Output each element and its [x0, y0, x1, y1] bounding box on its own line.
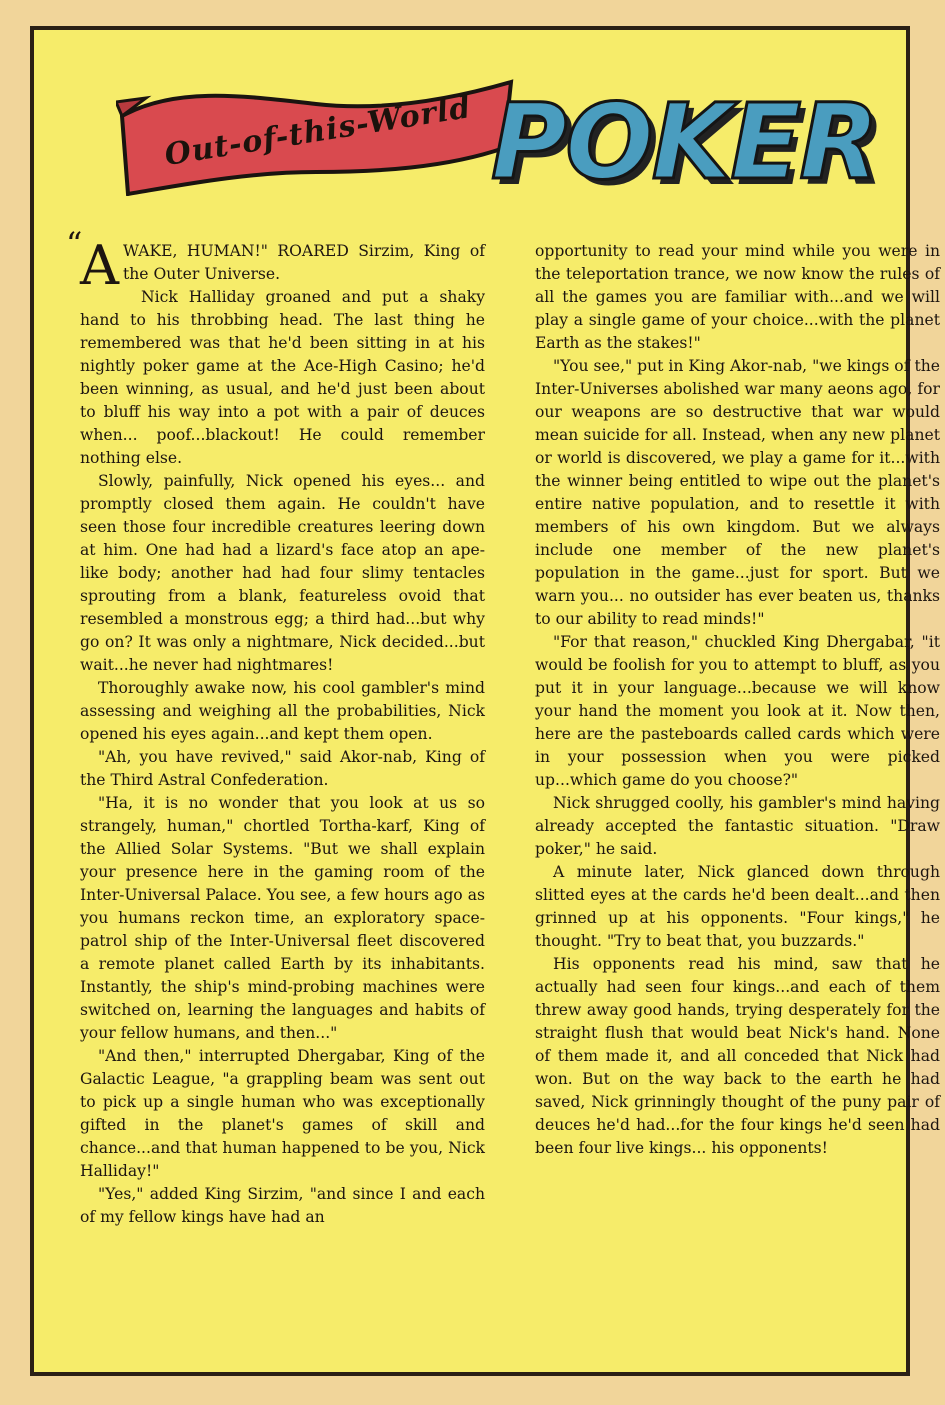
- paragraph-text: Slowly, painfully, Nick opened his eyes... and promptly closed them again. He couldn't have seen those four incredible creatures leering down at him. One had had a lizard's face atop an ape-like body; another had had four slimy tentacles sprouting from a blank, featureless ovoid that resembled a monstrous egg; a third had...but why go on? It was only a nightmare, Nick decided...but wait...he never had nightmares!: [80, 472, 485, 674]
- story-paragraph: [80, 1045, 485, 1183]
- poker-title-text: POKER: [491, 81, 878, 203]
- title-banner: [116, 76, 516, 196]
- paragraph-text: "You see," put in King Akor-nab, "we kings of the Inter-Universes abolished war many aeons ago, for our weapons are so destructive that war would mean suicide for all. Instead, when any new planet or world is discovered, we play a game for it...with the winner being entitled to wipe out the planet's entire native population, and to resettle it with members of his own kingdom. But we always include one member of the new planet's population in the game...just for sport. But we warn you... no outsider has ever beaten us, thanks to our ability to read minds!": [535, 357, 940, 628]
- paragraph-text: "Ah, you have revived," said Akor-nab, King of the Third Astral Confederation.: [80, 748, 485, 789]
- story-paragraph: [80, 1183, 485, 1229]
- paragraph-text: "Ha, it is no wonder that you look at us so strangely, human," chortled Tortha-karf, King of the Allied Solar Systems. "But we shall explain your presence here in the gaming room of the Inter-Universal Palace. You see, a few hours ago as you humans reckon time, an exploratory space-patrol ship of the Inter-Universal fleet discovered a remote planet called Earth by its inhabitants. Instantly, the ship's mind-probing machines were switched on, learning the languages and habits of your fellow humans, and then...": [80, 794, 485, 1042]
- paragraph-text: His opponents read his mind, saw that he actually had seen four kings...and each of them threw away good hands, trying desperately for the straight flush that would beat Nick's hand. None of them made it, and all conceded that Nick had won. But on the way back to the earth he had saved, Nick grinningly thought of the puny pair of deuces he'd had...for the four kings he'd seen had been four live kings... his opponents!: [535, 955, 940, 1157]
- drop-cap: A: [80, 234, 119, 297]
- paragraph-text: "For that reason," chuckled King Dhergabar, "it would be foolish for you to attempt to bluff, as you put it in your language...because we will know your hand the moment you look at it. Now then, here are the pasteboards called cards which were in your possession when you were picked up...which game do you choose?": [535, 633, 940, 789]
- paragraph-text: Thoroughly awake now, his cool gambler's mind assessing and weighing all the probabilities, Nick opened his eyes again...and kept them open.: [80, 679, 485, 743]
- paragraph-text: "And then," interrupted Dhergabar, King of the Galactic League, "a grappling beam was sent out to pick up a single human who was exceptionally gifted in the planet's games of skill and chance...and that human happened to be you, Nick Halliday!": [80, 1047, 485, 1180]
- paragraph-text: Nick Halliday groaned and put a shaky hand to his throbbing head. The last thing he remembered was that he'd been sitting in at his nightly poker game at the Ace-High Casino; he'd been winning, as usual, and he'd just been about to bluff his way into a pot with a pair of deuces when... poof...blackout! He could remember nothing else.: [80, 288, 485, 467]
- story-paragraph: [535, 240, 940, 355]
- story-paragraph: [80, 234, 485, 297]
- story-columns: [66, 225, 940, 1395]
- story-column-left: [66, 225, 485, 1229]
- paragraph-text: WAKE, HUMAN!" ROARED Sirzim, King of the Outer Universe.: [123, 242, 485, 283]
- story-paragraph: [535, 861, 940, 953]
- paragraph-text: A minute later, Nick glanced down through slitted eyes at the cards he'd been dealt...and then grinned up at his opponents. "Four kings," he thought. "Try to beat that, you buzzards.": [535, 863, 940, 950]
- story-paragraph: [80, 286, 485, 470]
- story-paragraph: [80, 677, 485, 746]
- story-paragraph: [535, 792, 940, 861]
- paragraph-text: Nick shrugged coolly, his gambler's mind having already accepted the fantastic situation. "Draw poker," he said.: [535, 794, 940, 858]
- story-paragraph: [80, 470, 485, 677]
- story-paragraph: [80, 746, 485, 792]
- story-paragraph: [535, 953, 940, 1160]
- paragraph-text: opportunity to read your mind while you were in the teleportation trance, we now know the rules of all the games you are familiar with...and we will play a single game of your choice...with the planet Earth as the stakes!": [535, 242, 940, 352]
- story-paragraph: [535, 631, 940, 792]
- paragraph-text: "Yes," added King Sirzim, "and since I and each of my fellow kings have had an: [80, 1185, 485, 1226]
- story-paragraph: [80, 792, 485, 1045]
- story-page: [30, 26, 940, 1376]
- poker-title: [491, 82, 911, 212]
- open-quote-mark: “: [66, 225, 83, 263]
- banner-title: Out-of-this-World: [162, 89, 474, 174]
- story-column-right: [535, 240, 940, 1160]
- story-paragraph: [535, 355, 940, 631]
